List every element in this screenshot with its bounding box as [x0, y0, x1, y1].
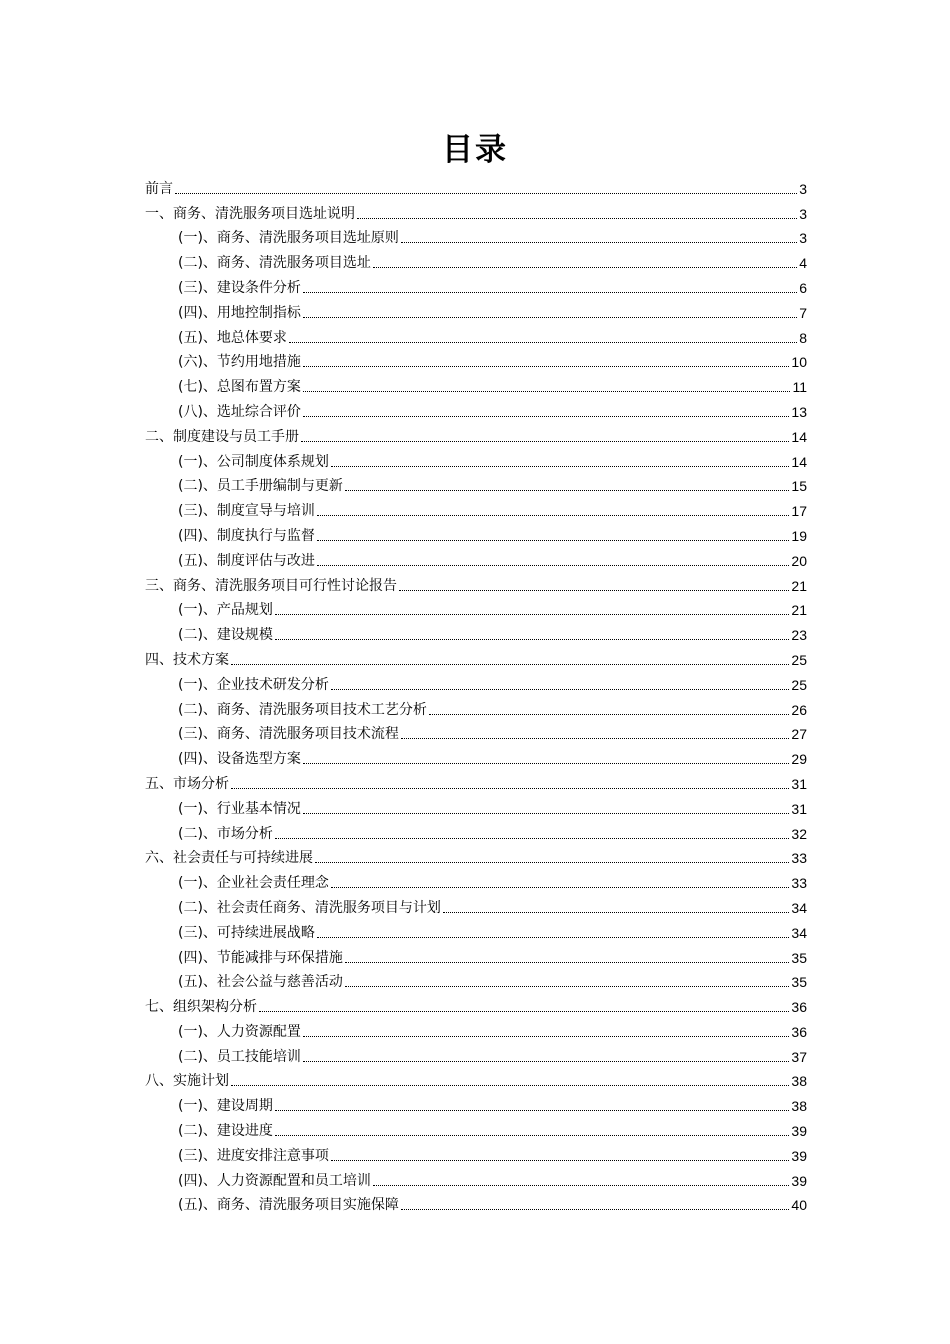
toc-dot-leader — [315, 862, 789, 863]
toc-dot-leader — [401, 738, 789, 739]
toc-entry-label: (六)、节约用地措施 — [178, 354, 301, 371]
toc-dot-leader — [317, 565, 789, 566]
toc-entry-label: (一)、行业基本情况 — [178, 800, 301, 817]
toc-entry-page-number: 40 — [791, 1197, 807, 1214]
toc-entry-label: (七)、总图布置方案 — [178, 379, 301, 396]
toc-entry-label: (八)、选址综合评价 — [178, 403, 301, 420]
toc-entry-label: (二)、建设规模 — [178, 627, 273, 644]
toc-entry-label: (四)、用地控制指标 — [178, 304, 301, 321]
toc-entry[interactable] — [145, 571, 807, 596]
toc-entry-label: (五)、商务、清洗服务项目实施保障 — [178, 1197, 399, 1214]
toc-entry-label: 八、实施计划 — [145, 1073, 229, 1090]
toc-entry-page-number: 23 — [791, 627, 807, 644]
toc-entry[interactable] — [145, 1017, 807, 1042]
toc-entry[interactable] — [145, 992, 807, 1017]
toc-entry[interactable] — [145, 968, 807, 993]
toc-entry[interactable] — [145, 521, 807, 546]
toc-dot-leader — [303, 1061, 789, 1062]
toc-entry-page-number: 4 — [799, 255, 807, 272]
toc-entry-label: (三)、可持续进展战略 — [178, 924, 315, 941]
toc-entry-label: (四)、节能减排与环保措施 — [178, 949, 343, 966]
toc-entry-page-number: 38 — [791, 1073, 807, 1090]
toc-entry-page-number: 26 — [791, 701, 807, 718]
toc-entry-page-number: 29 — [791, 751, 807, 768]
toc-entry-page-number: 35 — [791, 949, 807, 966]
toc-entry-label: (一)、商务、清洗服务项目选址原则 — [178, 230, 399, 247]
toc-entry-page-number: 11 — [792, 379, 807, 396]
toc-dot-leader — [231, 664, 789, 665]
toc-entry[interactable] — [145, 348, 807, 373]
toc-entry-label: (三)、商务、清洗服务项目技术流程 — [178, 726, 399, 743]
toc-entry[interactable] — [145, 224, 807, 249]
toc-entry-label: 二、制度建设与员工手册 — [145, 428, 299, 445]
toc-dot-leader — [345, 490, 789, 491]
toc-entry-label: (三)、建设条件分析 — [178, 279, 301, 296]
toc-dot-leader — [443, 912, 789, 913]
toc-entry[interactable] — [145, 1166, 807, 1191]
toc-dot-leader — [331, 689, 789, 690]
toc-dot-leader — [401, 242, 797, 243]
toc-dot-leader — [373, 267, 797, 268]
toc-entry-label: (一)、企业技术研发分析 — [178, 676, 329, 693]
toc-entry-page-number: 3 — [799, 230, 807, 247]
toc-entry-page-number: 25 — [791, 676, 807, 693]
toc-dot-leader — [289, 342, 797, 343]
toc-entry[interactable] — [145, 1067, 807, 1092]
toc-entry-page-number: 17 — [791, 503, 807, 520]
toc-entry-label: (二)、商务、清洗服务项目技术工艺分析 — [178, 701, 427, 718]
toc-entry-label: (三)、制度宣导与培训 — [178, 503, 315, 520]
toc-entry[interactable] — [145, 645, 807, 670]
toc-entry[interactable] — [145, 893, 807, 918]
toc-entry-label: 五、市场分析 — [145, 775, 229, 792]
toc-entry-label: (一)、企业社会责任理念 — [178, 875, 329, 892]
toc-entry-page-number: 10 — [791, 354, 807, 371]
toc-entry-page-number: 34 — [791, 899, 807, 916]
toc-dot-leader — [303, 763, 789, 764]
toc-entry-page-number: 38 — [791, 1098, 807, 1115]
toc-entry-label: (五)、地总体要求 — [178, 329, 287, 346]
toc-entry[interactable] — [145, 546, 807, 571]
toc-entry-label: 六、社会责任与可持续进展 — [145, 850, 313, 867]
toc-dot-leader — [331, 1160, 789, 1161]
toc-dot-leader — [331, 887, 789, 888]
toc-entry-label: (一)、建设周期 — [178, 1098, 273, 1115]
toc-entry-page-number: 14 — [791, 453, 807, 470]
toc-entry[interactable] — [145, 819, 807, 844]
toc-entry-label: (五)、制度评估与改进 — [178, 552, 315, 569]
toc-dot-leader — [275, 838, 789, 839]
toc-entry[interactable] — [145, 620, 807, 645]
toc-entry-page-number: 27 — [791, 726, 807, 743]
toc-entry-label: 七、组织架构分析 — [145, 999, 257, 1016]
toc-entry[interactable] — [145, 273, 807, 298]
toc-entry[interactable] — [145, 447, 807, 472]
toc-entry[interactable] — [145, 1141, 807, 1166]
toc-entry-page-number: 13 — [791, 403, 807, 420]
toc-entry[interactable] — [145, 174, 807, 199]
toc-entry[interactable] — [145, 769, 807, 794]
toc-entry[interactable] — [145, 1042, 807, 1067]
toc-entry-page-number: 19 — [791, 527, 807, 544]
toc-list — [145, 174, 807, 1215]
toc-entry[interactable] — [145, 744, 807, 769]
toc-entry-label: (四)、人力资源配置和员工培训 — [178, 1172, 371, 1189]
toc-entry[interactable] — [145, 199, 807, 224]
toc-dot-leader — [175, 193, 797, 194]
toc-entry-page-number: 36 — [791, 1023, 807, 1040]
toc-entry[interactable] — [145, 943, 807, 968]
toc-entry[interactable] — [145, 695, 807, 720]
toc-entry-page-number: 31 — [791, 775, 807, 792]
toc-entry-page-number: 34 — [791, 924, 807, 941]
toc-dot-leader — [303, 1036, 789, 1037]
toc-dot-leader — [399, 590, 789, 591]
toc-entry[interactable] — [145, 1191, 807, 1216]
toc-dot-leader — [373, 1185, 789, 1186]
toc-entry-page-number: 25 — [791, 651, 807, 668]
toc-entry-page-number: 33 — [791, 875, 807, 892]
toc-entry[interactable] — [145, 596, 807, 621]
toc-dot-leader — [357, 218, 797, 219]
toc-entry-label: (四)、制度执行与监督 — [178, 527, 315, 544]
toc-entry[interactable] — [145, 372, 807, 397]
toc-entry-page-number: 7 — [799, 304, 807, 321]
toc-entry-page-number: 39 — [791, 1172, 807, 1189]
toc-dot-leader — [259, 1011, 789, 1012]
toc-entry-label: (一)、人力资源配置 — [178, 1023, 301, 1040]
toc-entry-label: (五)、社会公益与慈善活动 — [178, 974, 343, 991]
toc-title: 目录 — [442, 132, 508, 168]
toc-entry-page-number: 6 — [799, 279, 807, 296]
toc-entry-label: (一)、产品规划 — [178, 602, 273, 619]
toc-entry-page-number: 37 — [791, 1048, 807, 1065]
toc-dot-leader — [303, 416, 789, 417]
toc-entry-page-number: 31 — [791, 800, 807, 817]
toc-entry-label: (二)、社会责任商务、清洗服务项目与计划 — [178, 899, 441, 916]
toc-entry[interactable] — [145, 298, 807, 323]
toc-dot-leader — [301, 441, 789, 442]
toc-entry-page-number: 35 — [791, 974, 807, 991]
toc-dot-leader — [303, 813, 789, 814]
toc-entry[interactable] — [145, 397, 807, 422]
toc-dot-leader — [429, 714, 789, 715]
toc-entry[interactable] — [145, 1116, 807, 1141]
toc-entry-page-number: 21 — [791, 602, 807, 619]
toc-entry-label: 一、商务、清洗服务项目选址说明 — [145, 205, 355, 222]
toc-dot-leader — [231, 1085, 789, 1086]
toc-dot-leader — [317, 937, 789, 938]
toc-entry-page-number: 33 — [791, 850, 807, 867]
toc-entry-label: (二)、建设进度 — [178, 1123, 273, 1140]
toc-dot-leader — [401, 1209, 789, 1210]
toc-dot-leader — [231, 788, 789, 789]
toc-entry-label: (二)、员工手册编制与更新 — [178, 478, 343, 495]
toc-entry-label: 前言 — [145, 180, 173, 197]
toc-entry-label: (二)、商务、清洗服务项目选址 — [178, 255, 371, 272]
toc-entry-page-number: 3 — [799, 180, 807, 197]
toc-entry[interactable] — [145, 794, 807, 819]
toc-dot-leader — [317, 540, 789, 541]
toc-entry-label: 三、商务、清洗服务项目可行性讨论报告 — [145, 577, 397, 594]
toc-entry-label: (三)、进度安排注意事项 — [178, 1147, 329, 1164]
toc-entry-page-number: 36 — [791, 999, 807, 1016]
toc-entry-page-number: 39 — [791, 1147, 807, 1164]
toc-entry-label: (一)、公司制度体系规划 — [178, 453, 329, 470]
toc-entry-page-number: 3 — [799, 205, 807, 222]
toc-entry[interactable] — [145, 323, 807, 348]
toc-entry[interactable] — [145, 844, 807, 869]
toc-entry-label: (四)、设备选型方案 — [178, 751, 301, 768]
toc-entry-page-number: 20 — [791, 552, 807, 569]
toc-dot-leader — [303, 366, 789, 367]
toc-entry-page-number: 21 — [791, 577, 807, 594]
toc-entry-label: 四、技术方案 — [145, 651, 229, 668]
toc-entry[interactable] — [145, 1091, 807, 1116]
toc-entry[interactable] — [145, 720, 807, 745]
toc-dot-leader — [303, 317, 797, 318]
toc-entry[interactable] — [145, 868, 807, 893]
toc-entry-page-number: 39 — [791, 1123, 807, 1140]
toc-dot-leader — [317, 515, 789, 516]
toc-dot-leader — [331, 466, 789, 467]
toc-entry-label: (二)、员工技能培训 — [178, 1048, 301, 1065]
toc-dot-leader — [345, 986, 789, 987]
toc-entry-page-number: 14 — [791, 428, 807, 445]
toc-entry[interactable] — [145, 472, 807, 497]
toc-entry[interactable] — [145, 248, 807, 273]
toc-entry[interactable] — [145, 918, 807, 943]
toc-dot-leader — [275, 1135, 789, 1136]
toc-entry[interactable] — [145, 422, 807, 447]
toc-dot-leader — [303, 292, 797, 293]
toc-dot-leader — [275, 639, 789, 640]
toc-entry-page-number: 32 — [791, 825, 807, 842]
toc-entry-page-number: 15 — [791, 478, 807, 495]
toc-dot-leader — [275, 1110, 789, 1111]
toc-entry[interactable] — [145, 670, 807, 695]
toc-dot-leader — [275, 614, 789, 615]
toc-entry-label: (二)、市场分析 — [178, 825, 273, 842]
toc-entry[interactable] — [145, 496, 807, 521]
toc-dot-leader — [303, 391, 791, 392]
toc-entry-page-number: 8 — [799, 329, 807, 346]
toc-dot-leader — [345, 962, 789, 963]
